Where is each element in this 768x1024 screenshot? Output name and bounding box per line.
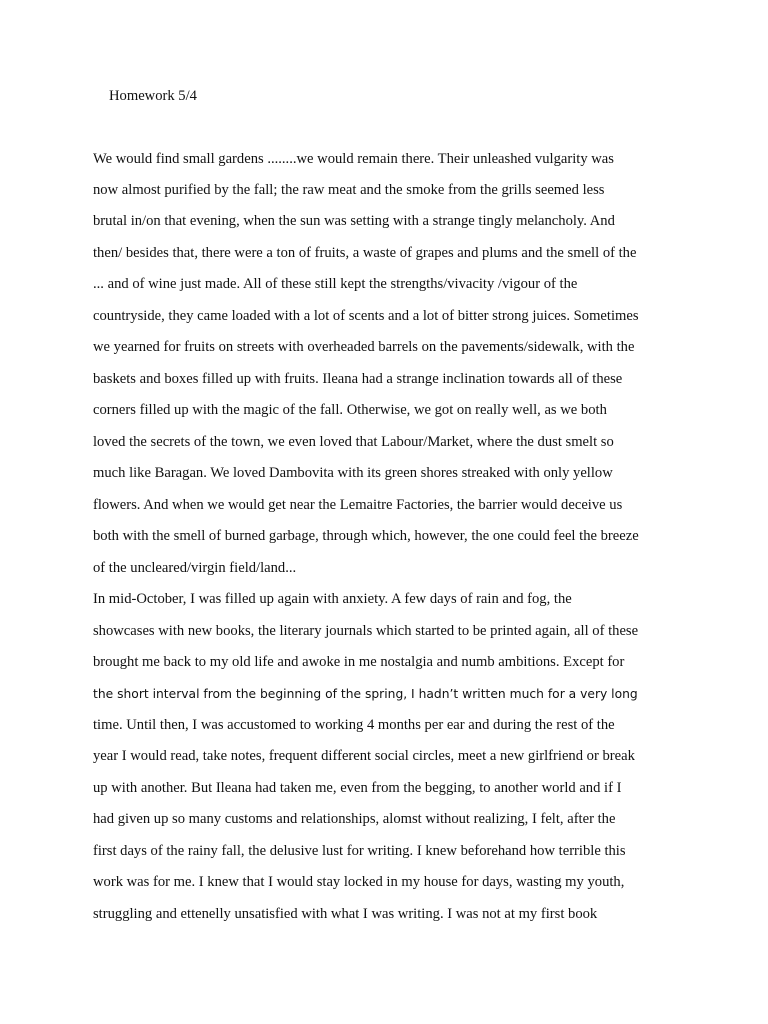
text-line-16: showcases with new books, the literary journals which started to be printed again, all of these (93, 623, 639, 639)
text-line-8: baskets and boxes filled up with fruits. Ileana had a strange inclination towards all of these (93, 371, 623, 387)
text-line-6: countryside, they came loaded with a lot of scents and a lot of bitter strong juices. Sometimes (93, 308, 639, 324)
text-line-25: struggling and ettenelly unsatisfied with what I was writing. I was not at my first book (93, 906, 598, 922)
text-line-13: both with the smell of burned garbage, through which, however, the one could feel the breeze (93, 528, 639, 544)
text-line-4: then/ besides that, there were a ton of fruits, a waste of grapes and plums and the smell of the (93, 245, 637, 261)
text-line-7: we yearned for fruits on streets with overheaded barrels on the pavements/sidewalk, with the (93, 339, 635, 355)
text-line-15: In mid-October, I was filled up again with anxiety. A few days of rain and fog, the (93, 591, 572, 607)
text-line-12: flowers. And when we would get near the Lemaitre Factories, the barrier would deceive us (93, 497, 623, 513)
text-line-21: up with another. But Ileana had taken me, even from the begging, to another world and if I (93, 780, 622, 796)
text-line-1: We would find small gardens ........we would remain there. Their unleashed vulgarity was (93, 151, 614, 167)
text-line-24: work was for me. I knew that I would stay locked in my house for days, wasting my youth, (93, 874, 625, 890)
text-line-2: now almost purified by the fall; the raw meat and the smoke from the grills seemed less (93, 182, 605, 198)
text-line-18: the short interval from the beginning of the spring, I hadn’t written much for a very long (93, 687, 638, 701)
text-line-9: corners filled up with the magic of the fall. Otherwise, we got on really well, as we both (93, 402, 607, 418)
text-line-5: ... and of wine just made. All of these still kept the strengths/vivacity /vigour of the (93, 276, 578, 292)
text-line-20: year I would read, take notes, frequent different social circles, meet a new girlfriend or break (93, 748, 635, 764)
text-line-14: of the uncleared/virgin field/land... (93, 560, 297, 576)
text-line-22: had given up so many customs and relationships, alomst without realizing, I felt, after the (93, 811, 616, 827)
text-line-11: much like Baragan. We loved Dambovita with its green shores streaked with only yellow (93, 465, 613, 481)
document-title: Homework 5/4 (109, 88, 197, 104)
text-line-10: loved the secrets of the town, we even loved that Labour/Market, where the dust smelt so (93, 434, 614, 450)
text-line-17: brought me back to my old life and awoke in me nostalgia and numb ambitions. Except for (93, 654, 625, 670)
text-line-19: time. Until then, I was accustomed to working 4 months per ear and during the rest of the (93, 717, 615, 733)
text-line-3: brutal in/on that evening, when the sun was setting with a strange tingly melancholy. And (93, 213, 615, 229)
text-line-23: first days of the rainy fall, the delusive lust for writing. I knew beforehand how terrible this (93, 843, 626, 859)
